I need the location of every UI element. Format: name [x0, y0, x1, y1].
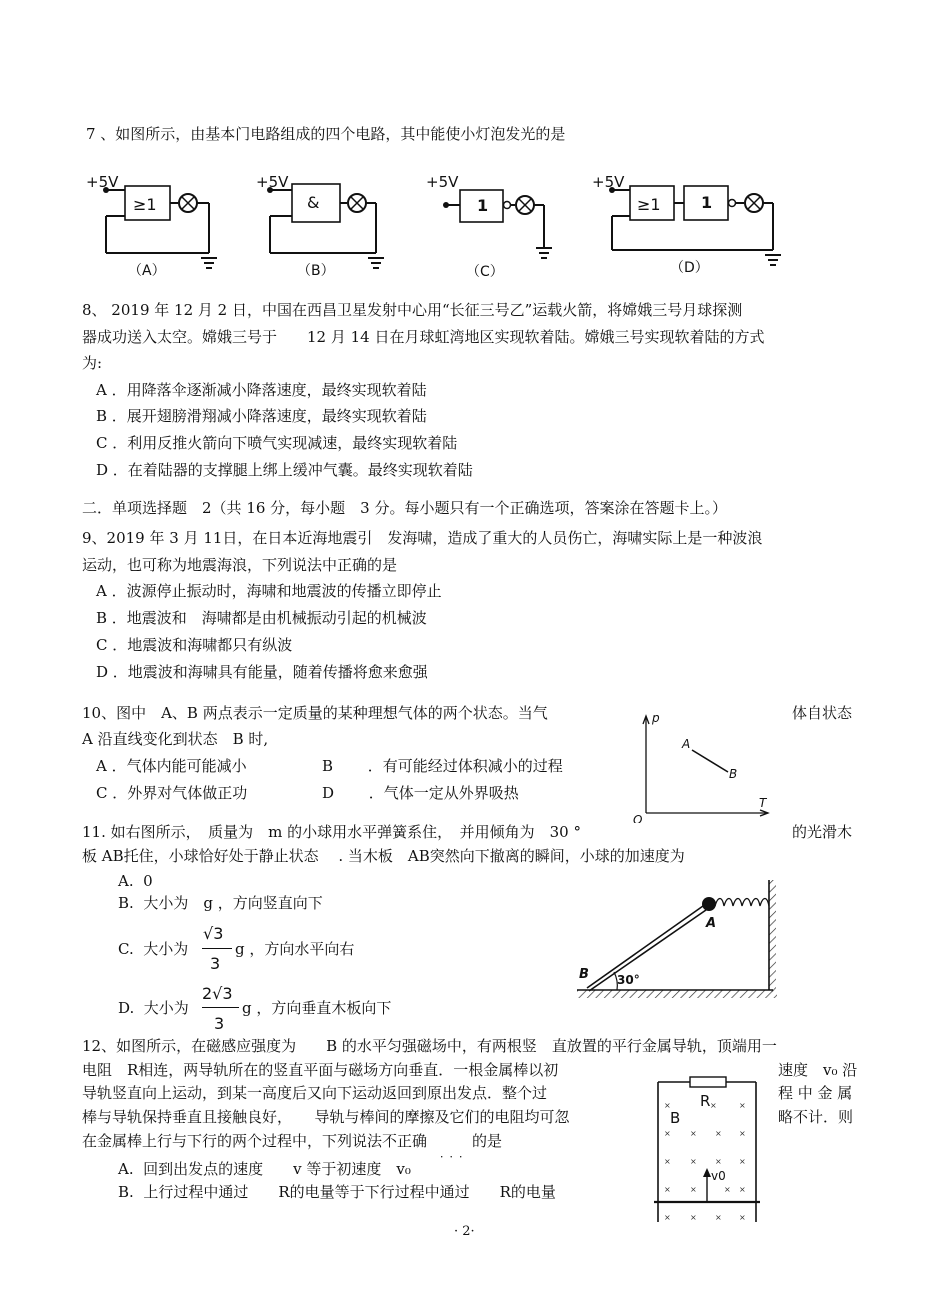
q11-option-c-numerator: √3	[203, 924, 224, 943]
svg-text:×: ×	[690, 1157, 697, 1166]
q11-option-d-prefix: D. 大小为	[118, 999, 189, 1017]
gate-or-d: ≥1	[637, 195, 661, 214]
q8-line-1: 8、 2019 年 12 月 2 日，中国在西昌卫星发射中心用“长征三号乙”运载火箭，将嫦娥三号月球探测	[82, 301, 743, 319]
gate-not-c: 1	[477, 196, 489, 215]
field-label: B	[670, 1109, 681, 1127]
fraction-bar	[202, 948, 232, 949]
q9-line-2: 运动，也可称为地震海浪，下列说法中正确的是	[82, 556, 398, 574]
q11-line-2: 板 AB托住，小球恰好处于静止状态 . 当木板 AB突然向下撤离的瞬间，小球的加速度为	[82, 847, 685, 865]
svg-text:×: ×	[664, 1157, 671, 1166]
svg-text:×: ×	[715, 1213, 722, 1222]
q11-line-1a: 11. 如右图所示， 质量为 m 的小球用水平弹簧系住， 并用倾角为 30 °	[82, 823, 581, 841]
q12-line-2b: 速度 v₀ 沿	[778, 1061, 858, 1079]
q12-line-3b: 程 中 金 属	[778, 1084, 853, 1102]
label-a: A	[706, 916, 717, 931]
q9-option-a: A ．波源停止振动时，海啸和地震波的传播立即停止	[96, 582, 442, 600]
label-a: （A）	[128, 263, 166, 279]
q9-option-c: C ．地震波和海啸都只有纵波	[96, 636, 293, 654]
q12-line-5: 在金属棒上行与下行的两个过程中，下列说法不正确 的是	[82, 1132, 503, 1150]
q12-option-b: B. 上行过程中通过 R的电量等于下行过程中通过 R的电量	[118, 1183, 556, 1201]
q11-option-c-suffix: g ，方向水平向右	[235, 940, 355, 958]
svg-text:×: ×	[690, 1213, 697, 1222]
supply-label-d: +5V	[592, 173, 625, 191]
q11-option-a: A. 0	[118, 872, 153, 890]
gate-and-b: &	[307, 193, 320, 212]
q9-line-1: 9、2019 年 3 月 11日，在日本近海地震引 发海啸，造成了重大的人员伤亡，海啸实际上是一种波浪	[82, 529, 763, 547]
gate-not-d: 1	[701, 193, 713, 212]
q11-option-c-denominator: 3	[210, 954, 221, 973]
q12-rail-figure	[650, 1074, 768, 1226]
svg-text:×: ×	[739, 1157, 746, 1166]
q11-line-1b: 的光滑木	[792, 823, 853, 841]
q10-option-b: B ．有可能经过体积减小的过程	[322, 757, 563, 775]
q8-option-b: B ．展开翅膀滑翔减小降落速度，最终实现软着陆	[96, 407, 427, 425]
svg-text:×: ×	[739, 1101, 746, 1110]
q9-option-d: D ．地震波和海啸具有能量，随着传播将愈来愈强	[96, 663, 428, 681]
q8-option-a: A ．用降落伞逐渐减小降落速度，最终实现软着陆	[96, 381, 427, 399]
q7-circuit-diagrams	[80, 168, 800, 288]
q8-line-2: 器成功送入太空。嫦娥三号于 12 月 14 日在月球虹湾地区实现软着陆。嫦娥三号实现软着陆的方式	[82, 328, 765, 346]
q11-option-d-denominator: 3	[214, 1014, 225, 1033]
q7-stem: 7 、如图所示，由基本门电路组成的四个电路，其中能使小灯泡发光的是	[86, 125, 566, 143]
q12-line-4b: 略不计．则	[778, 1108, 854, 1126]
q10-line-2: A 沿直线变化到状态 B 时,	[82, 730, 269, 748]
q12-line-4a: 棒与导轨保持垂直且接触良好， 导轨与棒间的摩擦及它们的电阻均可忽	[82, 1108, 570, 1126]
svg-text:×: ×	[739, 1185, 746, 1194]
resistor-label: R	[700, 1092, 711, 1110]
angle-label: 30°	[617, 973, 640, 987]
svg-text:×: ×	[664, 1101, 671, 1110]
supply-label-c: +5V	[426, 173, 459, 191]
svg-text:×: ×	[664, 1213, 671, 1222]
q8-option-d: D ．在着陆器的支撑腿上绑上缓冲气囊。最终实现软着陆	[96, 461, 473, 479]
q8-line-3: 为:	[82, 354, 103, 372]
q9-option-b: B ．地震波和 海啸都是由机械振动引起的机械波	[96, 609, 427, 627]
svg-text:×: ×	[739, 1129, 746, 1138]
axis-t-label: T	[759, 796, 767, 810]
label-c: （C）	[466, 264, 504, 280]
q8-option-c: C ．利用反推火箭向下喷气实现减速，最终实现软着陆	[96, 434, 458, 452]
q11-option-d-suffix: g ，方向垂直木板向下	[242, 999, 392, 1017]
q12-line-3a: 导轨竖直向上运动，到某一高度后又向下运动返回到原出发点．整个过	[82, 1084, 548, 1102]
q11-option-b: B. 大小为 g ，方向竖直向下	[118, 894, 323, 912]
svg-text:×: ×	[715, 1129, 722, 1138]
point-b-label: B	[729, 767, 738, 781]
svg-text:×: ×	[664, 1185, 671, 1194]
q12-line-2a: 电阻 R相连，两导轨所在的竖直平面与磁场方向垂直．一根金属棒以初	[82, 1061, 559, 1079]
origin-label: O	[633, 813, 643, 823]
label-b: （B）	[297, 263, 335, 279]
q12-option-a: A. 回到出发点的速度 v 等于初速度 v₀	[118, 1160, 411, 1178]
q10-pt-graph	[628, 708, 778, 823]
label-b: B	[579, 967, 589, 982]
supply-label-b: +5V	[256, 173, 289, 191]
axis-p-label: p	[652, 711, 660, 725]
supply-label-a: +5V	[86, 173, 119, 191]
page-number: · 2·	[454, 1224, 475, 1239]
svg-text:×: ×	[664, 1129, 671, 1138]
q11-option-c-prefix: C. 大小为	[118, 940, 189, 958]
point-a-label: A	[682, 737, 691, 751]
q12-line-1: 12、如图所示，在磁感应强度为 B 的水平匀强磁场中，有两根竖 直放置的平行金属导轨，顶端用一	[82, 1037, 777, 1055]
q10-option-a: A ．气体内能可能减小	[96, 757, 247, 775]
fraction-bar	[202, 1007, 239, 1008]
svg-text:×: ×	[690, 1129, 697, 1138]
section-2-heading: 二．单项选择题 2（共 16 分，每小题 3 分。每小题只有一个正确选项，答案涂在答题卡上。）	[82, 499, 727, 517]
q10-line-1a: 10、图中 A、B 两点表示一定质量的某种理想气体的两个状态。当气	[82, 704, 548, 722]
q10-line-1b: 体自状态	[792, 704, 853, 722]
svg-text:×: ×	[710, 1101, 717, 1110]
svg-text:×: ×	[690, 1185, 697, 1194]
gate-or-a: ≥1	[133, 195, 157, 214]
svg-text:×: ×	[715, 1157, 722, 1166]
emphasis-dots: ．．．	[440, 1147, 474, 1160]
svg-text:×: ×	[724, 1185, 731, 1194]
q11-incline-figure	[573, 876, 785, 1002]
q11-option-d-numerator: 2√3	[202, 984, 233, 1003]
svg-text:×: ×	[739, 1213, 746, 1222]
q10-option-d: D ．气体一定从外界吸热	[322, 784, 519, 802]
label-d: （D）	[670, 260, 709, 276]
q10-option-c: C ．外界对气体做正功	[96, 784, 248, 802]
velocity-label: v0	[711, 1169, 726, 1183]
